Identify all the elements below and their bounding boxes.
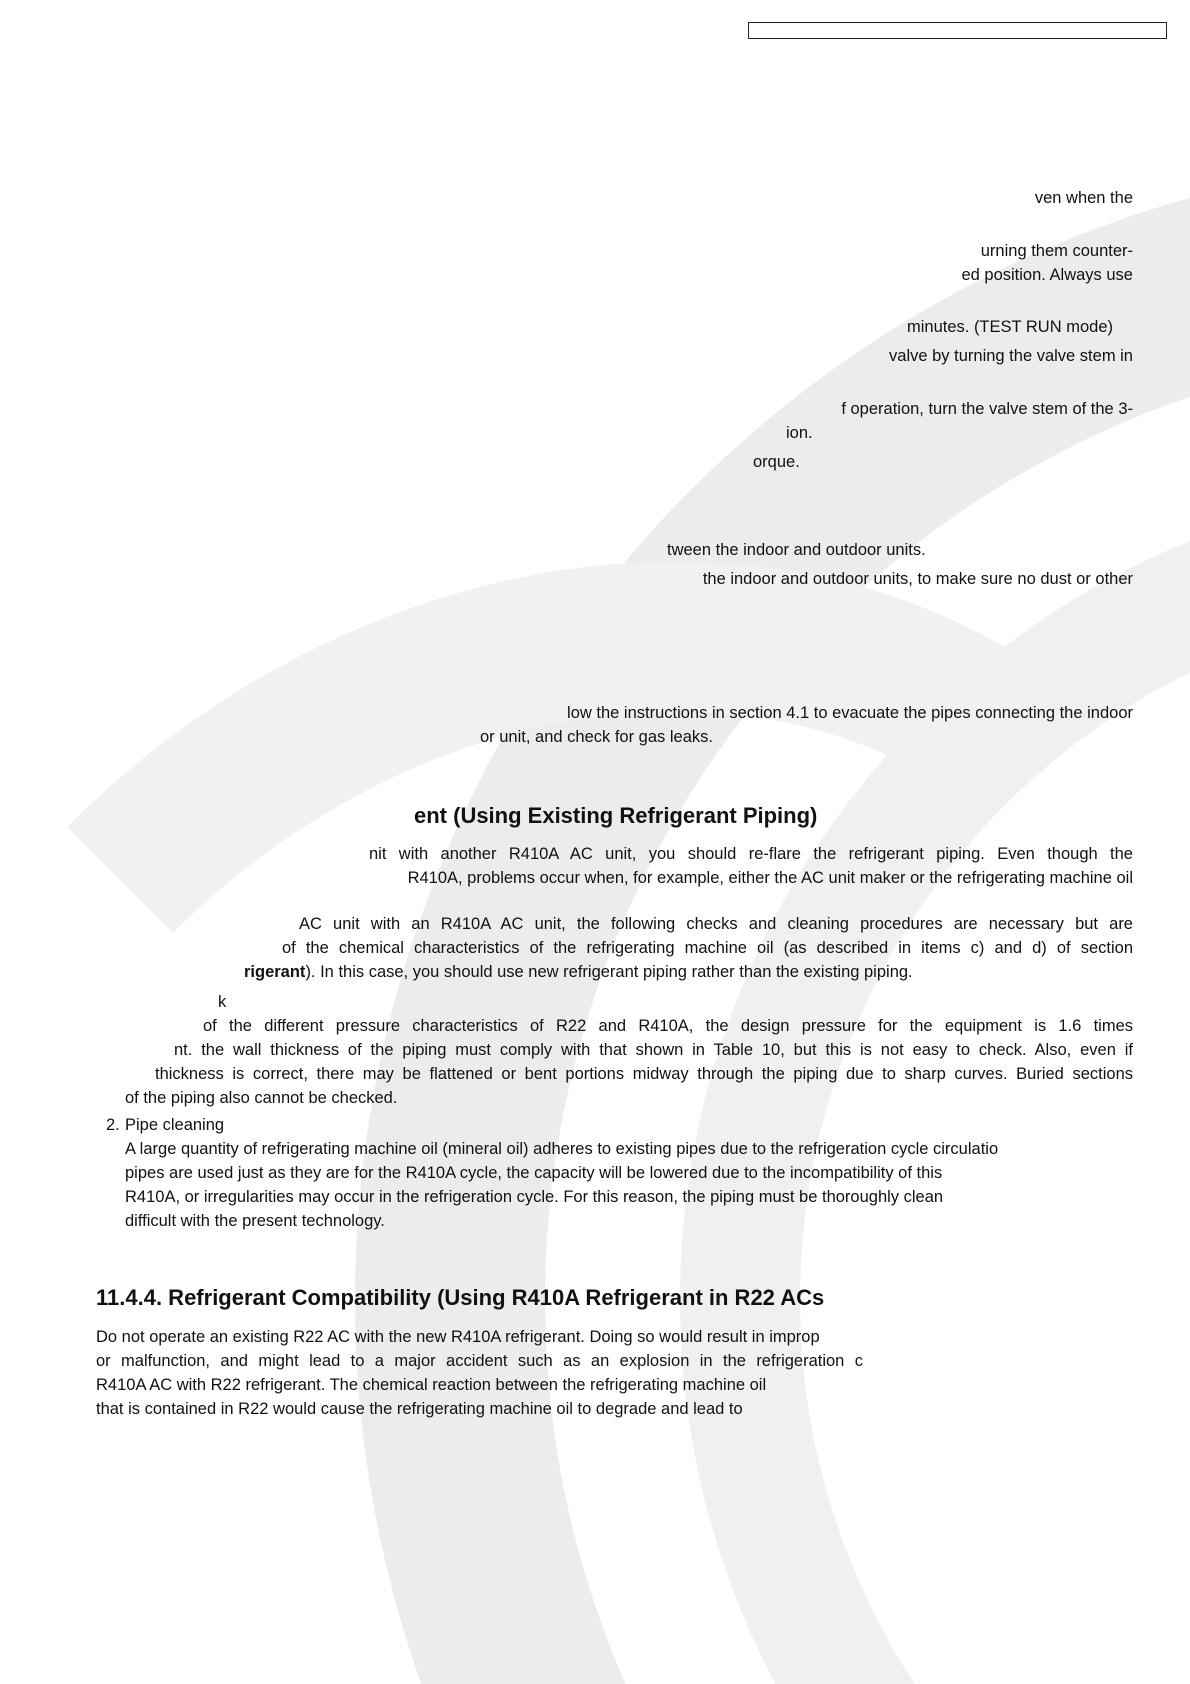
paragraph-line: AC unit with an R410A AC unit, the following checks and cleaning procedures are necessary but are [299,915,1133,933]
list-item-number: 2. [106,1116,120,1134]
list-item-title-fragment: k [218,993,227,1011]
paragraph-line: of the chemical characteristics of the refrigerating machine oil (as described in items c) and d) of section [282,939,1133,957]
text-line: the indoor and outdoor units, to make sure no dust or other [702,570,1133,588]
text-line: ion. [786,424,813,442]
text-line: ven when the [1034,189,1133,207]
paragraph-line [244,962,913,982]
paragraph-line: nit with another R410A AC unit, you should re-flare the refrigerant piping. Even though the [369,845,1133,863]
section-heading: ent (Using Existing Refrigerant Piping) [414,803,818,828]
bold-term: rigerant [244,963,306,981]
text-line: f operation, turn the valve stem of the 3- [841,400,1133,418]
list-item-line: of the different pressure characteristics of R22 and R410A, the design pressure for the equipment is 1.6 times [203,1017,1133,1035]
list-item-line: thickness is correct, there may be flattened or bent portions midway through the piping due to sharp curves. Buried sections [155,1065,1133,1083]
paragraph-line: R410A, problems occur when, for example, either the AC unit maker or the refrigerating machine oil [407,869,1133,887]
text-line: ed position. Always use [961,266,1133,284]
list-item-line: R410A, or irregularities may occur in the refrigeration cycle. For this reason, the piping must be thoroughly clean [125,1188,944,1206]
paragraph-line: that is contained in R22 would cause the refrigerating machine oil to degrade and lead to [96,1400,743,1418]
paragraph-line: R410A AC with R22 refrigerant. The chemical reaction between the refrigerating machine oil [96,1376,767,1394]
text-line: low the instructions in section 4.1 to evacuate the pipes connecting the indoor [567,704,1133,722]
text-run: ). In this case, you should use new refrigerant piping rather than the existing piping. [305,963,913,981]
paragraph-line: Do not operate an existing R22 AC with the new R410A refrigerant. Doing so would result in improp [96,1328,820,1346]
header-box [748,22,1167,39]
text-line: tween the indoor and outdoor units. [667,541,926,559]
text-line: valve by turning the valve stem in [889,347,1133,365]
section-heading: 11.4.4. Refrigerant Compatibility (Using R410A Refrigerant in R22 ACs [96,1285,825,1310]
list-item-line: difficult with the present technology. [125,1212,385,1230]
list-item-line: nt. the wall thickness of the piping must comply with that shown in Table 10, but this is not easy to check. Also, even if [174,1041,1133,1059]
list-item-line: A large quantity of refrigerating machine oil (mineral oil) adheres to existing pipes due to the refrigeration cycle circulatio [125,1140,999,1158]
list-item-line: pipes are used just as they are for the R410A cycle, the capacity will be lowered due to the incompatibility of this [125,1164,943,1182]
text-line: urning them counter- [980,242,1133,260]
list-item-line: of the piping also cannot be checked. [125,1089,398,1107]
text-line: orque. [753,453,800,471]
text-line: or unit, and check for gas leaks. [480,728,713,746]
list-item-title: Pipe cleaning [125,1116,225,1134]
paragraph-line: or malfunction, and might lead to a major accident such as an explosion in the refrigeration c [96,1352,863,1370]
text-line: minutes. (TEST RUN mode) [907,318,1113,336]
